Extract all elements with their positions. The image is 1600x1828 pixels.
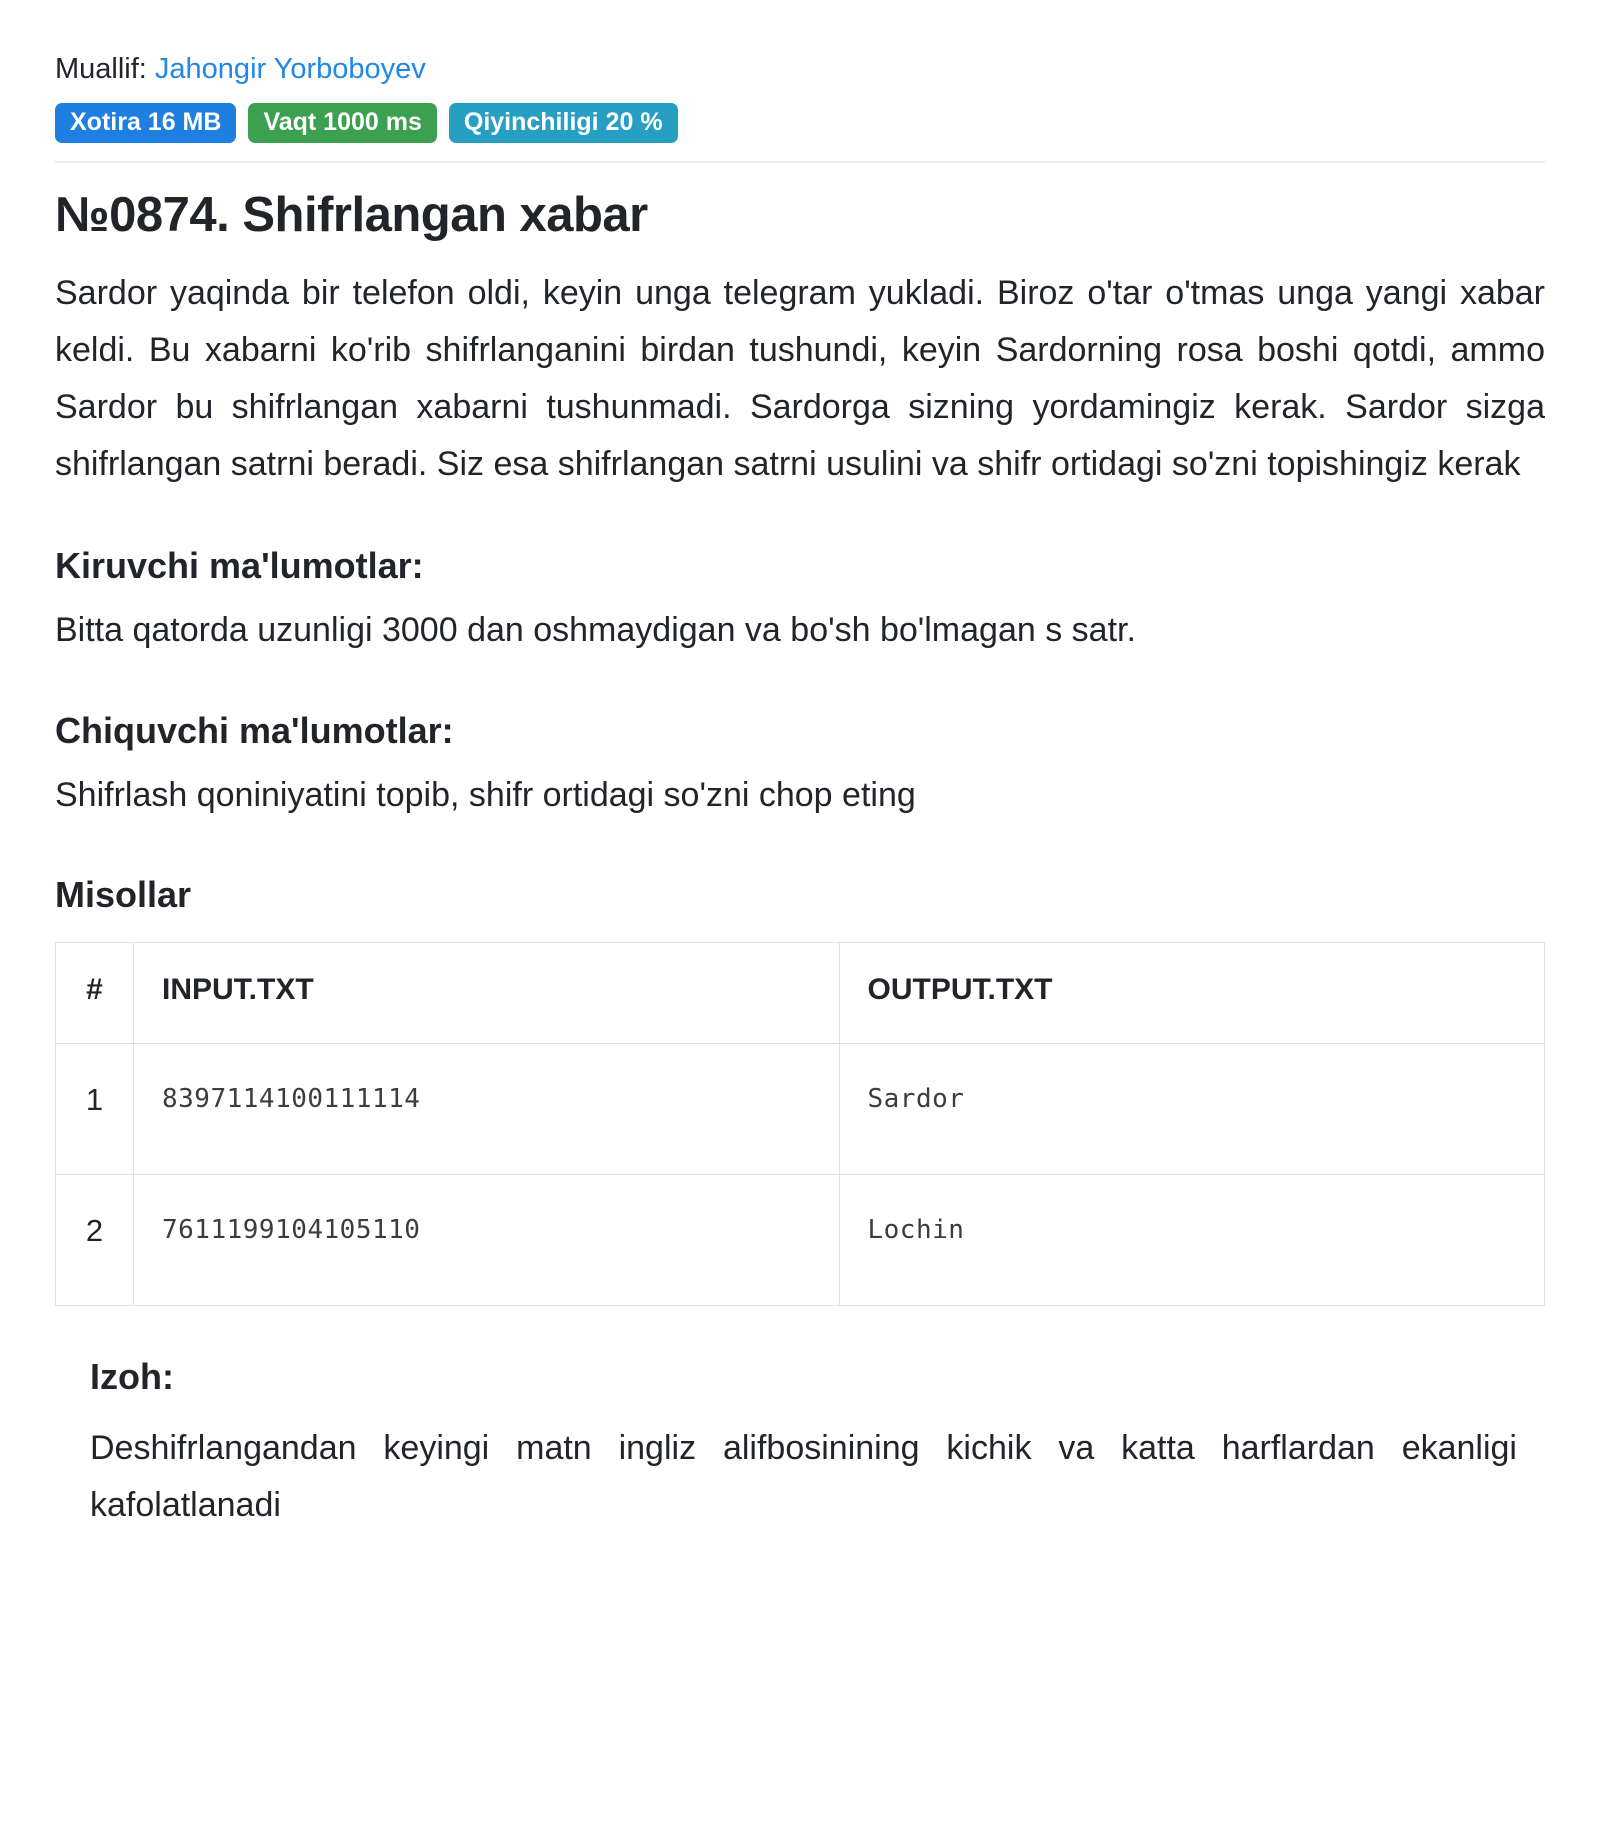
page-title: №0874. Shifrlangan xabar <box>55 187 648 242</box>
note-block <box>90 1356 1517 1534</box>
example-row-number: 2 <box>56 1175 134 1306</box>
example-row-number: 1 <box>56 1044 134 1175</box>
example-input-value: 7611199104105110 <box>134 1175 840 1306</box>
header-divider <box>55 161 1545 163</box>
column-header-output: OUTPUT.TXT <box>839 943 1545 1044</box>
table-row <box>56 1175 1545 1306</box>
example-output-value: Sardor <box>839 1044 1545 1175</box>
example-input-value: 8397114100111114 <box>134 1044 840 1175</box>
column-header-input: INPUT.TXT <box>134 943 840 1044</box>
table-row <box>56 1044 1545 1175</box>
author-label: Muallif: <box>55 53 147 85</box>
examples-heading: Misollar <box>55 874 192 916</box>
input-section-heading: Kiruvchi ma'lumotlar: <box>55 545 424 587</box>
output-section-heading: Chiquvchi ma'lumotlar: <box>55 709 454 751</box>
examples-header-row <box>56 943 1545 1044</box>
input-section-text: Bitta qatorda uzunligi 3000 dan oshmaydigan va bo'sh bo'lmagan s satr. <box>55 611 1136 650</box>
note-text: Deshifrlangandan keyingi matn ingliz alifbosinining kichik va katta harflardan ekanligi kafolatlanadi <box>90 1429 1517 1525</box>
example-output-value: Lochin <box>839 1175 1545 1306</box>
examples-table <box>55 942 1545 1306</box>
time-limit-badge: Vaqt 1000 ms <box>248 103 436 143</box>
author-link[interactable]: Jahongir Yorboboyev <box>154 53 426 85</box>
output-section-text: Shifrlash qoniniyatini topib, shifr ortidagi so'zni chop eting <box>55 775 916 814</box>
author-line <box>55 52 1545 87</box>
note-heading: Izoh: <box>90 1356 174 1398</box>
badges-row <box>55 103 1545 143</box>
column-header-num: # <box>56 943 134 1044</box>
difficulty-badge: Qiyinchiligi 20 % <box>449 103 678 143</box>
problem-statement: Sardor yaqinda bir telefon oldi, keyin unga telegram yukladi. Biroz o'tar o'tmas unga yangi xabar keldi. Bu xabarni ko'rib shifrlanganini birdan tushundi, keyin Sardorning rosa boshi qotdi, ammo Sardor bu shifrlangan xabarni tushunmadi. Sardorga sizning yordamingiz kerak. Sardor sizga shifrlangan satrni beradi. Siz esa shifrlangan satrni usulini va shifr ortidagi so'zni topishingiz kerak <box>55 273 1545 484</box>
memory-badge: Xotira 16 MB <box>55 103 236 143</box>
